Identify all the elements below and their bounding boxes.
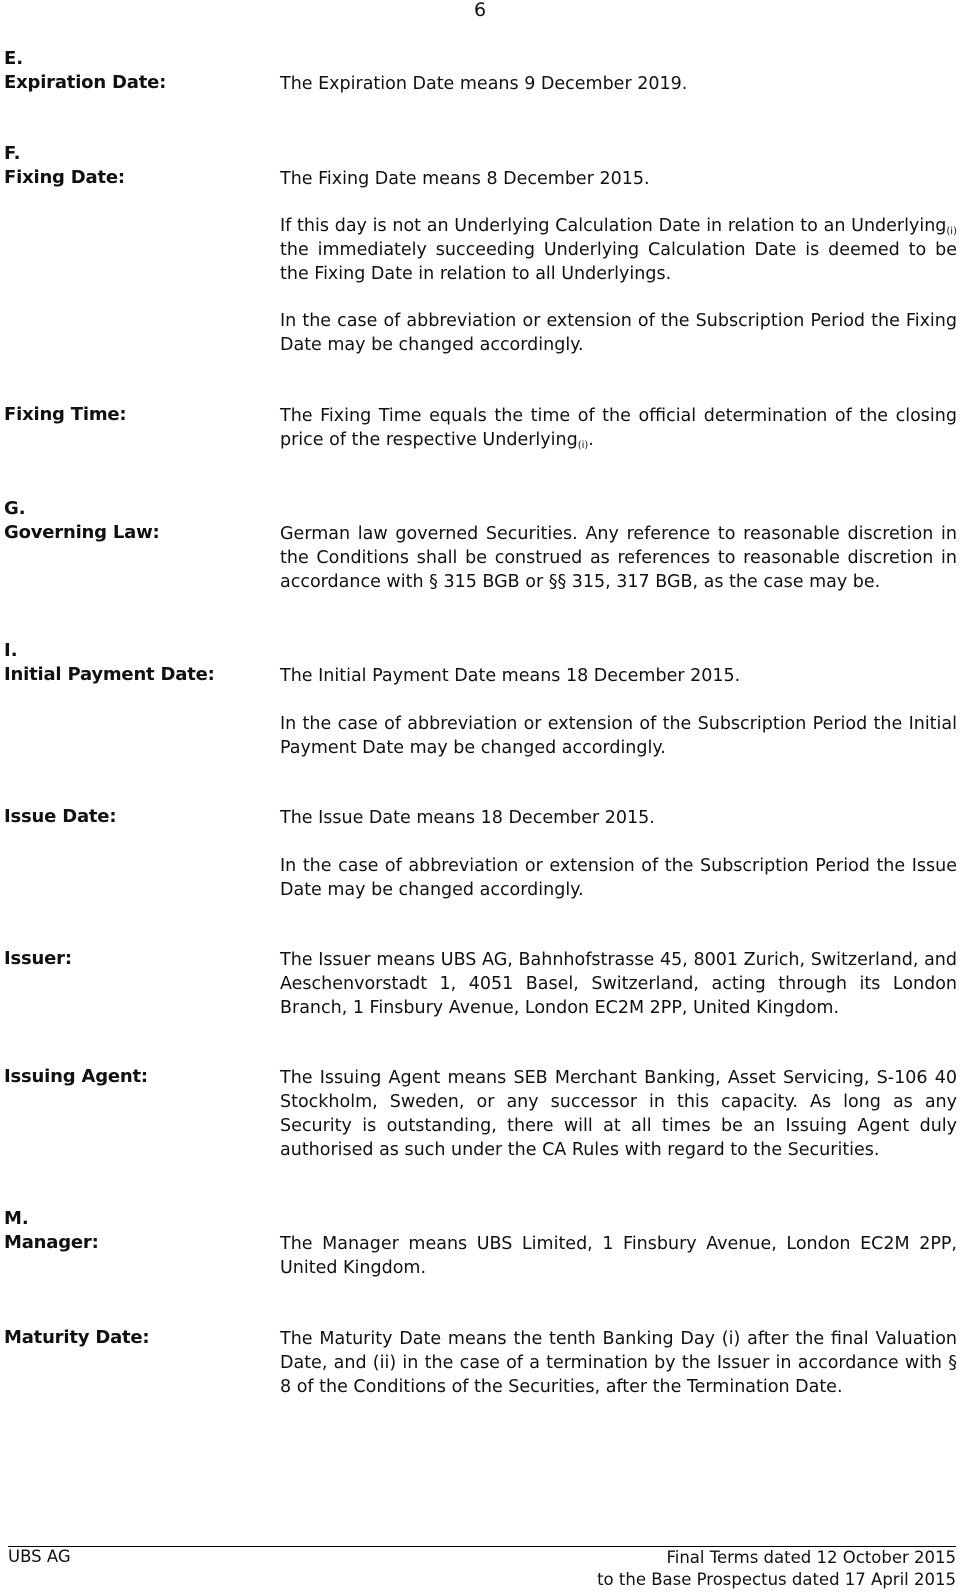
- fixing-date-text: The Fixing Date means 8 December 2015.: [280, 169, 650, 189]
- footer-final-terms-line2: to the Base Prospectus dated 17 April 2015: [597, 1570, 956, 1589]
- initial-payment-date-text: The Initial Payment Date means 18 December 2015.: [280, 666, 741, 686]
- section-letter-m: M.: [4, 1208, 29, 1229]
- governing-law-text: German law governed Securities. Any reference to reasonable discretion in the Conditions shall be construed as references to reasonable discretion in accordance with § 315 BGB or §§ 315, 317 BGB, as the case may be.: [280, 524, 957, 592]
- manager-label: Manager:: [4, 1232, 99, 1253]
- issue-date-label: Issue Date:: [4, 806, 117, 827]
- manager-text: The Manager means UBS Limited, 1 Finsbury Avenue, London EC2M 2PP, United Kingdom.: [280, 1234, 957, 1278]
- section-letter-g: G.: [4, 498, 26, 519]
- footer-final-terms-line1: Final Terms dated 12 October 2015: [666, 1548, 956, 1567]
- maturity-date-label: Maturity Date:: [4, 1327, 150, 1348]
- initial-payment-abbreviation-text: In the case of abbreviation or extension of the Subscription Period the Initial Payment Date may be changed accordingly.: [280, 714, 957, 758]
- footer-final-terms: [560, 1547, 956, 1591]
- footer-issuer: UBS AG: [8, 1547, 71, 1566]
- issuing-agent-text: The Issuing Agent means SEB Merchant Banking, Asset Servicing, S-106 40 Stockholm, Sweden, or any successor in this capacity. As long as any Security is outstanding, there will at all times be an Issuing Agent duly authorised as such under the CA Rules with regard to the Securities.: [280, 1068, 957, 1160]
- fixing-time-subscript: (i): [577, 440, 589, 451]
- section-letter-e: E.: [4, 48, 24, 69]
- fixing-date-abbreviation-text: In the case of abbreviation or extension of the Subscription Period the Fixing Date may be changed accordingly.: [280, 311, 957, 355]
- section-letter-f: F.: [4, 143, 21, 164]
- fixing-date-rule-text-b: the immediately succeeding Underlying Calculation Date is deemed to be the Fixing Date in relation to all Underlyings.: [280, 240, 957, 284]
- initial-payment-date-label: Initial Payment Date:: [4, 664, 215, 685]
- fixing-date-label: Fixing Date:: [4, 167, 125, 188]
- fixing-date-rule-text-a: If this day is not an Underlying Calculation Date in relation to an Underlying: [280, 216, 947, 236]
- issuing-agent-label: Issuing Agent:: [4, 1066, 148, 1087]
- issue-date-text: The Issue Date means 18 December 2015.: [280, 808, 655, 828]
- expiration-date-text: The Expiration Date means 9 December 2019.: [280, 74, 688, 94]
- fixing-time-label: Fixing Time:: [4, 404, 127, 425]
- section-letter-i: I.: [4, 640, 18, 661]
- issuer-label: Issuer:: [4, 948, 72, 969]
- issue-date-abbreviation-text: In the case of abbreviation or extension of the Subscription Period the Issue Date may be changed accordingly.: [280, 856, 957, 900]
- page-number: 6: [473, 0, 487, 21]
- governing-law-label: Governing Law:: [4, 522, 160, 543]
- fixing-time-text-b: .: [588, 430, 594, 450]
- fixing-date-rule-subscript: (i): [946, 226, 957, 237]
- fixing-time-paragraph: [280, 404, 957, 452]
- fixing-time-text-a: The Fixing Time equals the time of the official determination of the closing price of the respective Underlying: [280, 406, 957, 450]
- expiration-date-label: Expiration Date:: [4, 72, 167, 93]
- issuer-text: The Issuer means UBS AG, Bahnhofstrasse 45, 8001 Zurich, Switzerland, and Aeschenvorstadt 1, 4051 Basel, Switzerland, acting through its London Branch, 1 Finsbury Avenue, London EC2M 2PP, United Kingdom.: [280, 950, 957, 1018]
- maturity-date-text: The Maturity Date means the tenth Banking Day (i) after the final Valuation Date, and (ii) in the case of a termination by the Issuer in accordance with § 8 of the Conditions of the Securities, after the Termination Date.: [280, 1329, 957, 1397]
- fixing-date-rule-paragraph: [280, 214, 957, 286]
